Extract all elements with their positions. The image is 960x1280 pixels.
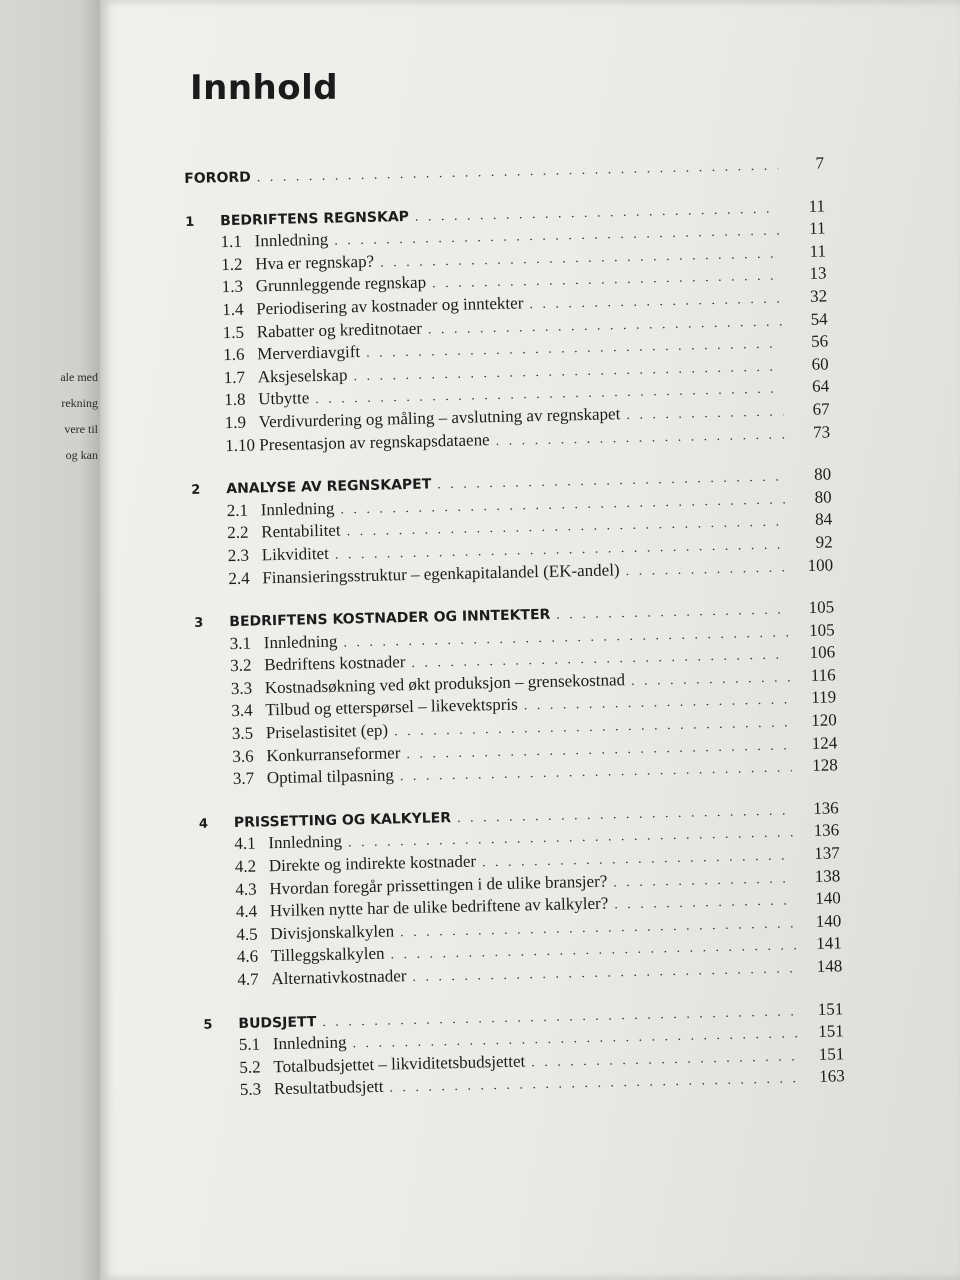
- item-title: Grunnleggende regnskap: [255, 272, 427, 296]
- item-number: 5.2: [239, 1057, 261, 1077]
- dot-leader: [389, 1072, 799, 1097]
- page-number: 137: [813, 843, 840, 863]
- page-number: 105: [808, 597, 835, 618]
- page-number: 141: [816, 933, 842, 954]
- item-number: 5.1: [238, 1034, 261, 1055]
- item-number: 1.8: [224, 390, 246, 410]
- chapter-number: 3: [194, 615, 204, 631]
- chapter-title: ANALYSE AV REGNSKAPET: [226, 476, 432, 498]
- item-number: 3.2: [230, 655, 252, 676]
- toc-section-1: [185, 196, 830, 459]
- page-number: 136: [812, 798, 839, 818]
- page-number: 11: [809, 241, 827, 261]
- item-title: Likviditet: [261, 543, 330, 565]
- page-number: 64: [811, 376, 830, 397]
- dot-leader: [614, 894, 795, 914]
- chapter-number: 1: [185, 214, 195, 230]
- page-number: 148: [816, 956, 843, 976]
- left-page-text-line: vere til: [64, 422, 98, 436]
- dot-leader: [556, 603, 788, 624]
- item-title: Innledning: [268, 832, 343, 853]
- item-title: Innledning: [260, 498, 335, 520]
- dot-leader: [495, 427, 784, 450]
- page-title: Innhold: [190, 68, 339, 108]
- page-number: 151: [818, 1044, 845, 1064]
- page-number: 105: [808, 620, 835, 640]
- item-number: 4.5: [236, 924, 258, 944]
- item-title: Hvilken nytte har de ulike bedriftene av kalkyler?: [269, 893, 609, 921]
- item-title: Konkurranseformer: [266, 742, 401, 765]
- left-page-text-line: rekning: [61, 396, 98, 410]
- page-number: 100: [807, 554, 834, 575]
- item-number: 1.10: [225, 434, 256, 455]
- chapter-number: 2: [191, 482, 201, 499]
- item-number: 1.1: [220, 231, 243, 252]
- page-number: 136: [813, 820, 840, 841]
- chapter-title: PRISSETTING OG KALKYLER: [233, 809, 452, 831]
- page-number: 80: [813, 464, 832, 484]
- chapter-number: 4: [198, 816, 209, 832]
- left-page-text-line: og kan: [65, 448, 98, 462]
- toc-section-5: [203, 999, 845, 1104]
- table-of-contents: [184, 153, 846, 1123]
- dot-leader: [625, 560, 787, 580]
- toc-section-2: [191, 465, 833, 592]
- item-title: Tilleggskalkylen: [270, 944, 385, 966]
- page-number: 138: [814, 865, 841, 886]
- item-title: Hvordan foregår prissettingen i de ulike bransjer?: [269, 871, 608, 898]
- item-number: 4.4: [235, 901, 258, 922]
- page-number: 11: [808, 196, 826, 216]
- item-title: Merverdiavgift: [257, 342, 361, 364]
- item-title: Presentasjon av regnskapsdataene: [259, 429, 490, 454]
- toc-section-forord: [184, 153, 824, 190]
- page-number: 60: [811, 354, 829, 374]
- page-number: 54: [810, 309, 828, 329]
- item-title: Direkte og indirekte kostnader: [268, 851, 477, 876]
- item-number: 4.2: [234, 856, 257, 877]
- item-title: Rentabilitet: [261, 520, 341, 542]
- item-number: 1.9: [224, 412, 247, 433]
- page-number: 140: [815, 888, 841, 909]
- item-number: 4.1: [234, 833, 256, 854]
- page-number: 7: [815, 153, 825, 173]
- page-number: 151: [817, 998, 844, 1019]
- chapter-title: FORORD: [184, 169, 251, 187]
- item-title: Innledning: [272, 1032, 347, 1054]
- item-title: Totalbudsjettet – likviditetsbudsjettet: [273, 1051, 526, 1076]
- page-number: 124: [811, 732, 838, 753]
- page-number: 116: [810, 665, 836, 685]
- right-page: [100, 0, 960, 1280]
- page-number: 140: [815, 911, 842, 931]
- dot-leader: [626, 404, 784, 424]
- dot-leader: [257, 159, 779, 187]
- item-number: 2.3: [227, 545, 250, 566]
- page-number: 106: [809, 642, 836, 663]
- chapter-number: 5: [203, 1017, 213, 1033]
- dot-leader: [412, 961, 796, 986]
- item-number: 2.2: [227, 522, 249, 543]
- item-number: 1.4: [222, 299, 244, 320]
- page-number: 80: [814, 487, 832, 507]
- item-title: Kostnadsøkning ved økt produksjon – grensekostnad: [264, 670, 626, 698]
- chapter-title: BUDSJETT: [238, 1013, 317, 1032]
- page-number: 151: [818, 1021, 844, 1042]
- item-title: Divisjonskalkylen: [270, 921, 395, 944]
- page-number: 67: [812, 399, 830, 419]
- item-title: Innledning: [254, 229, 329, 251]
- item-title: Verdivurdering og måling – avslutning av regnskapet: [258, 404, 621, 432]
- item-number: 1.5: [222, 322, 245, 342]
- dot-leader: [400, 761, 792, 786]
- item-number: 2.4: [228, 568, 250, 588]
- item-number: 4.7: [237, 969, 259, 989]
- item-title: Resultatbudsjett: [273, 1077, 384, 1099]
- item-number: 3.1: [229, 633, 252, 653]
- item-number: 3.4: [231, 701, 253, 721]
- dot-leader: [613, 871, 794, 891]
- dot-leader: [631, 670, 790, 690]
- item-title: Bedriftens kostnader: [264, 652, 406, 675]
- item-number: 3.7: [232, 768, 255, 789]
- item-number: 4.6: [236, 946, 259, 967]
- item-number: 4.3: [235, 879, 257, 899]
- item-title: Utbytte: [258, 388, 310, 409]
- page-number: 11: [808, 218, 826, 239]
- item-title: Hva er regnskap?: [254, 251, 375, 274]
- page-number: 84: [814, 509, 833, 530]
- item-title: Priselastisitet (ep): [265, 720, 389, 743]
- item-number: 5.3: [239, 1079, 262, 1100]
- item-title: Aksjeselskap: [257, 365, 348, 387]
- page-number: 119: [811, 687, 837, 708]
- page-number: 120: [810, 710, 837, 730]
- page-number: 56: [810, 331, 829, 351]
- item-title: Periodisering av kostnader og inntekter: [255, 293, 524, 319]
- item-number: 3.6: [232, 746, 254, 766]
- chapter-title: BEDRIFTENS REGNSKAP: [220, 208, 410, 229]
- page-number: 128: [812, 755, 838, 776]
- page-number: 13: [809, 263, 827, 284]
- item-number: 1.2: [220, 254, 243, 274]
- left-page-text-line: ale med: [60, 370, 98, 384]
- toc-chapter-row: [184, 153, 824, 190]
- item-title: Rabatter og kreditnotaer: [256, 318, 423, 341]
- item-number: 1.3: [221, 277, 244, 297]
- toc-section-4: [199, 798, 843, 993]
- item-number: 3.5: [231, 723, 254, 744]
- chapter-title: BEDRIFTENS KOSTNADER OG INNTEKTER: [229, 606, 551, 631]
- item-number: 1.7: [223, 367, 246, 387]
- page-number: 73: [812, 421, 831, 442]
- item-title: Tilbud og etterspørsel – likevektspris: [265, 695, 518, 720]
- item-number: 3.3: [230, 678, 253, 698]
- toc-section-3: [194, 597, 838, 792]
- item-number: 1.6: [223, 344, 245, 365]
- left-page: [0, 0, 100, 1280]
- item-title: Finansieringsstruktur – egenkapitalandel (EK-andel): [262, 559, 620, 587]
- page-number: 92: [815, 532, 833, 552]
- page-number: 32: [809, 286, 828, 306]
- item-number: 2.1: [226, 500, 249, 520]
- item-title: Alternativkostnader: [271, 966, 407, 989]
- item-title: Optimal tilpasning: [266, 765, 395, 788]
- item-title: Innledning: [263, 631, 338, 652]
- page-number: 163: [819, 1066, 845, 1087]
